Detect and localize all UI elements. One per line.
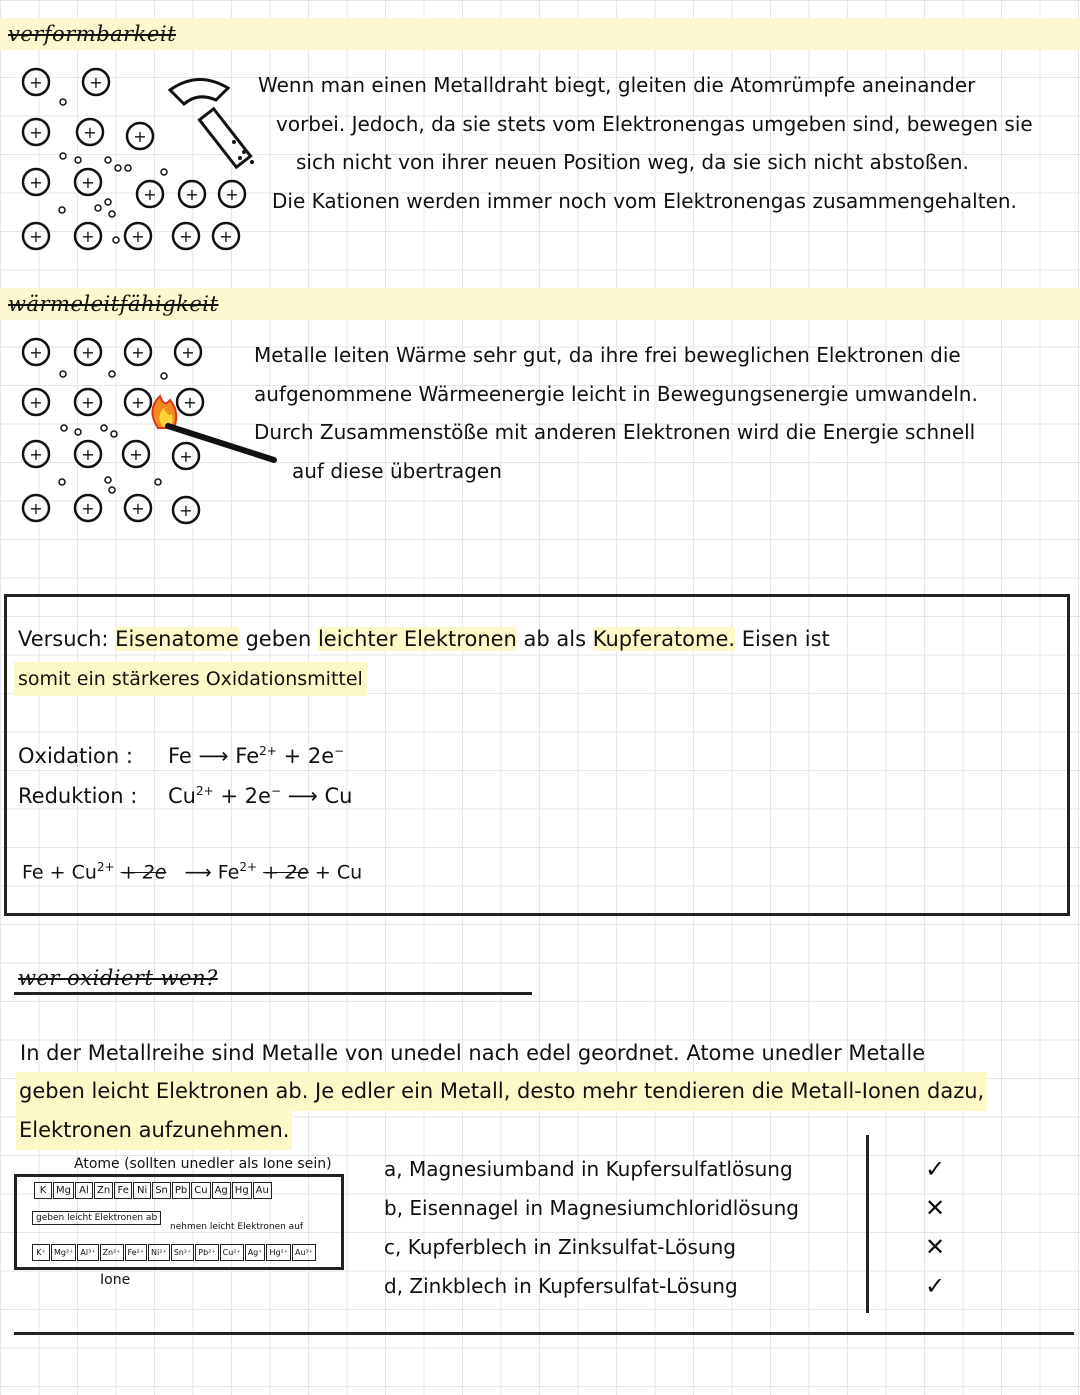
diagram-waermeleitfaehigkeit	[8, 330, 288, 530]
svg-text:+: +	[83, 123, 97, 142]
ion-cell: Hg²⁺	[266, 1244, 291, 1261]
eq-part: Fe + Cu	[22, 861, 97, 884]
ion-cell: Au³⁺	[292, 1244, 316, 1261]
atom-cell: Sn	[152, 1182, 171, 1199]
ion-cell: Ni²⁺	[148, 1244, 170, 1261]
atom-cell: K	[34, 1182, 52, 1199]
eq-part: + 2e	[283, 744, 335, 768]
note-take-electrons: nehmen leicht Elektronen auf	[170, 1222, 304, 1232]
svg-text:+: +	[185, 185, 199, 204]
eq-sup: 2+	[96, 860, 115, 874]
cross-icon: ✕	[924, 1194, 946, 1222]
eq-part: + Cu	[314, 861, 363, 884]
svg-text:+: +	[183, 393, 197, 412]
atom-cell: Al	[75, 1182, 93, 1199]
eq-part: ⟶ Fe	[184, 861, 240, 884]
svg-text:+: +	[81, 393, 95, 412]
svg-text:+: +	[81, 499, 95, 518]
highlight-text: Kupferatome.	[592, 627, 736, 651]
atoms-row	[34, 1182, 272, 1199]
atom-cell: Hg	[232, 1182, 252, 1199]
atom-cell: Cu	[191, 1182, 210, 1199]
svg-text:+: +	[29, 445, 43, 464]
ion-cell: Sn²⁺	[171, 1244, 195, 1261]
check-icon: ✓	[924, 1272, 946, 1300]
answer-divider	[866, 1135, 869, 1313]
ion-cell: Pb²⁺	[195, 1244, 218, 1261]
text: ab als	[523, 627, 587, 651]
text-line: auf diese übertragen	[292, 459, 502, 483]
experiment-conclusion: somit ein stärkeres Oxidationsmittel	[14, 662, 367, 696]
eq-part: Fe ⟶ Fe	[168, 744, 260, 768]
highlight-text: leichter Elektronen	[317, 627, 517, 651]
svg-text:+: +	[179, 501, 193, 520]
atom-cell: Ag	[212, 1182, 231, 1199]
heading-underline	[14, 992, 532, 995]
svg-text:+: +	[29, 73, 43, 92]
atom-cell: Ni	[133, 1182, 151, 1199]
question-item: c, Kupferblech in Zinksulfat-Lösung	[384, 1235, 736, 1259]
text-line: vorbei. Jedoch, da sie stets vom Elektronengas umgeben sind, bewegen sie	[276, 112, 1033, 136]
heading-verformbarkeit: verformbarkeit	[8, 22, 177, 46]
svg-text:+: +	[89, 73, 103, 92]
svg-text:+: +	[131, 227, 145, 246]
eq-part: + 2e	[220, 784, 271, 808]
check-icon: ✓	[924, 1155, 946, 1183]
ion-cell: Mg²⁺	[51, 1244, 76, 1261]
text-line: Wenn man einen Metalldraht biegt, gleiten die Atomrümpfe aneinander	[258, 73, 976, 97]
svg-text:+: +	[225, 185, 239, 204]
atom-cell: Au	[253, 1182, 272, 1199]
svg-text:+: +	[29, 499, 43, 518]
text-line: Durch Zusammenstöße mit anderen Elektronen wird die Energie schnell	[254, 420, 976, 444]
svg-text:+: +	[29, 227, 43, 246]
table-caption-atoms: Atome (sollten unedler als Ione sein)	[74, 1156, 332, 1172]
table-caption-ions: Ione	[100, 1272, 131, 1288]
svg-text:+: +	[29, 123, 43, 142]
reduction-label: Reduktion :	[18, 784, 138, 808]
svg-text:+: +	[179, 227, 193, 246]
svg-text:+: +	[29, 393, 43, 412]
ion-cell: Fe²⁺	[125, 1244, 148, 1261]
text-line: sich nicht von ihrer neuen Position weg, da sie sich nicht abstoßen.	[296, 150, 969, 174]
ions-row	[32, 1244, 316, 1261]
text-line: In der Metallreihe sind Metalle von unedel nach edel geordnet. Atome unedler Metalle	[20, 1041, 926, 1065]
question-item: a, Magnesiumband in Kupfersulfatlösung	[384, 1157, 793, 1181]
text-line: geben leicht Elektronen ab. Je edler ein Metall, desto mehr tendieren die Metall-Ionen dazu,	[16, 1072, 987, 1111]
ion-cell: Zn²⁺	[100, 1244, 124, 1261]
svg-text:+: +	[81, 445, 95, 464]
eq-sup: −	[334, 744, 345, 758]
svg-text:+: +	[143, 185, 157, 204]
cross-icon: ✕	[924, 1233, 946, 1261]
text-line: aufgenommene Wärmeenergie leicht in Bewegungsenergie umwandeln.	[254, 382, 978, 406]
bottom-rule	[14, 1332, 1074, 1335]
eq-sup: 2+	[195, 784, 214, 798]
atom-cell: Mg	[53, 1182, 74, 1199]
heading-waermeleitfaehigkeit: wärmeleitfähigkeit	[8, 292, 219, 316]
ion-cell: Cu²⁺	[220, 1244, 244, 1261]
reaction-question-list	[384, 1150, 799, 1306]
svg-text:+: +	[131, 343, 145, 362]
svg-text:+: +	[29, 343, 43, 362]
eq-part: ⟶ Cu	[287, 784, 353, 808]
eq-cancelled: + 2e	[263, 861, 309, 884]
oxidation-equation	[168, 744, 344, 768]
diagram-verformbarkeit	[8, 60, 278, 260]
svg-text:+: +	[133, 127, 147, 146]
note-give-electrons: geben leicht Elektronen ab	[32, 1211, 161, 1225]
svg-text:+: +	[181, 343, 195, 362]
text-line: Metalle leiten Wärme sehr gut, da ihre frei beweglichen Elektronen die	[254, 343, 961, 367]
atom-cell: Pb	[172, 1182, 190, 1199]
text-line: Elektronen aufzunehmen.	[16, 1111, 292, 1150]
ion-cell: K⁺	[32, 1244, 50, 1261]
svg-text:+: +	[219, 227, 233, 246]
reduction-equation	[168, 784, 352, 808]
eq-sup: 2+	[259, 744, 277, 758]
highlight-text: Eisenatome	[115, 627, 239, 651]
eq-sup: −	[270, 784, 281, 798]
svg-text:+: +	[129, 445, 143, 464]
svg-text:+: +	[81, 343, 95, 362]
svg-text:+: +	[29, 173, 43, 192]
svg-text:+: +	[81, 227, 95, 246]
answer-marks	[915, 1150, 955, 1306]
svg-text:+: +	[131, 499, 145, 518]
experiment-statement	[18, 620, 830, 659]
atom-cell: Zn	[94, 1182, 113, 1199]
question-item: d, Zinkblech in Kupfersulfat-Lösung	[384, 1274, 738, 1298]
oxidation-label: Oxidation :	[18, 744, 133, 768]
svg-text:+: +	[131, 393, 145, 412]
text: Eisen ist	[741, 627, 830, 651]
svg-text:+: +	[81, 173, 95, 192]
svg-text:+: +	[179, 447, 193, 466]
eq-sup: 2+	[239, 860, 258, 874]
ion-cell: Ag⁺	[245, 1244, 266, 1261]
experiment-label: Versuch:	[18, 627, 109, 651]
atom-cell: Fe	[114, 1182, 132, 1199]
question-item: b, Eisennagel in Magnesiumchloridlösung	[384, 1196, 799, 1220]
heading-wer-oxidiert-wen: wer oxidiert wen?	[18, 966, 218, 990]
eq-cancelled: + 2e	[120, 861, 167, 884]
ion-cell: Al³⁺	[77, 1244, 98, 1261]
eq-part: Cu	[168, 784, 196, 808]
text-line: Die Kationen werden immer noch vom Elektronengas zusammengehalten.	[272, 189, 1017, 213]
total-equation	[22, 860, 362, 883]
text: geben	[245, 627, 312, 651]
